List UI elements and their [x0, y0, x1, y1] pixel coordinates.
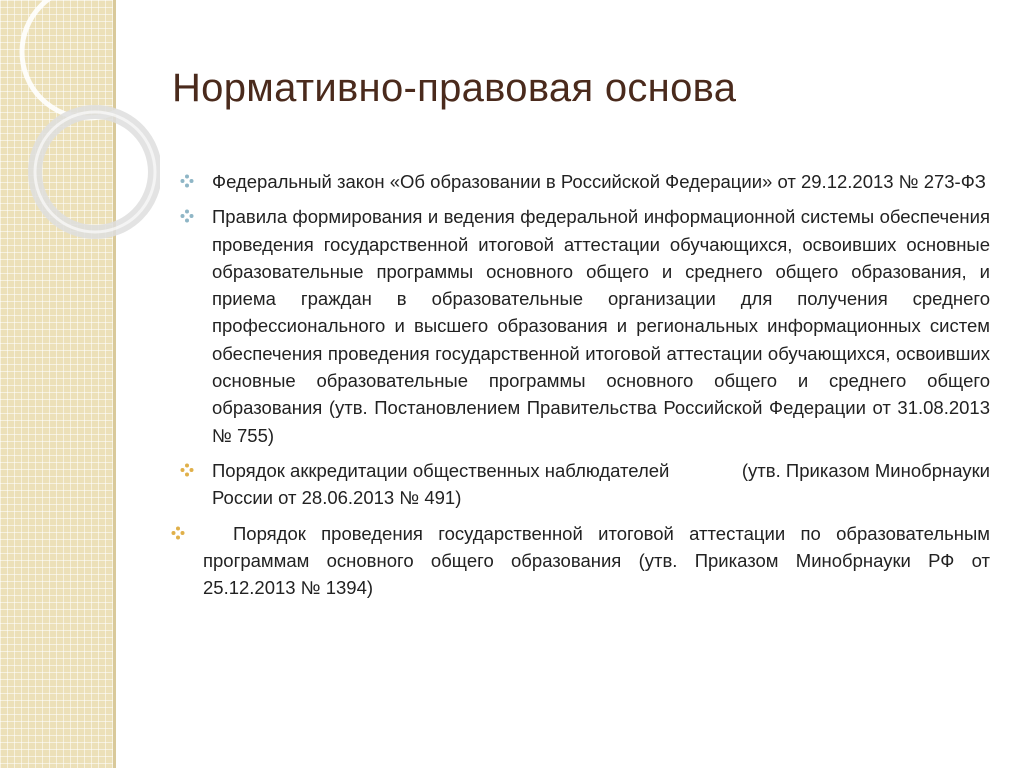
- list-item-text: Правила формирования и ведения федеральной информационной системы обеспечения проведения государственной итоговой аттестации обучающихся, освоивших основные образовательные программы основного общего и среднего общего образования, и приема граждан в образовательные организации для получения среднего профессионального и высшего образования и региональных информационных систем обеспечения проведения государственной итоговой аттестации обучающихся, освоивших основные образовательные программы основного общего и среднего общего образования (утв. Постановлением Правительства Российской Федерации от 31.08.2013 № 755): [212, 206, 990, 446]
- list-item: [180, 168, 990, 195]
- decorative-rings: [0, 0, 160, 260]
- diamond-dots-icon: [180, 209, 194, 223]
- slide-title: Нормативно-правовая основа: [172, 66, 737, 110]
- list-item: [180, 457, 996, 512]
- list-item: [180, 203, 990, 449]
- list-item-text: Порядок аккредитации общественных наблюдателей (утв. Приказом Минобрнауки России от 28.06.2013 № 491): [212, 459, 996, 509]
- bullet-list: [180, 168, 996, 609]
- diamond-dots-icon: [180, 174, 194, 188]
- diamond-dots-icon: [171, 526, 185, 540]
- list-item: [171, 520, 990, 602]
- diamond-dots-icon: [180, 463, 194, 477]
- list-item-text: Федеральный закон «Об образовании в Российской Федерации» от 29.12.2013 № 273-ФЗ: [212, 171, 986, 192]
- list-item-text: Порядок проведения государственной итоговой аттестации по образовательным программам основного общего образования (утв. Приказом Минобрнауки РФ от 25.12.2013 № 1394): [203, 522, 990, 599]
